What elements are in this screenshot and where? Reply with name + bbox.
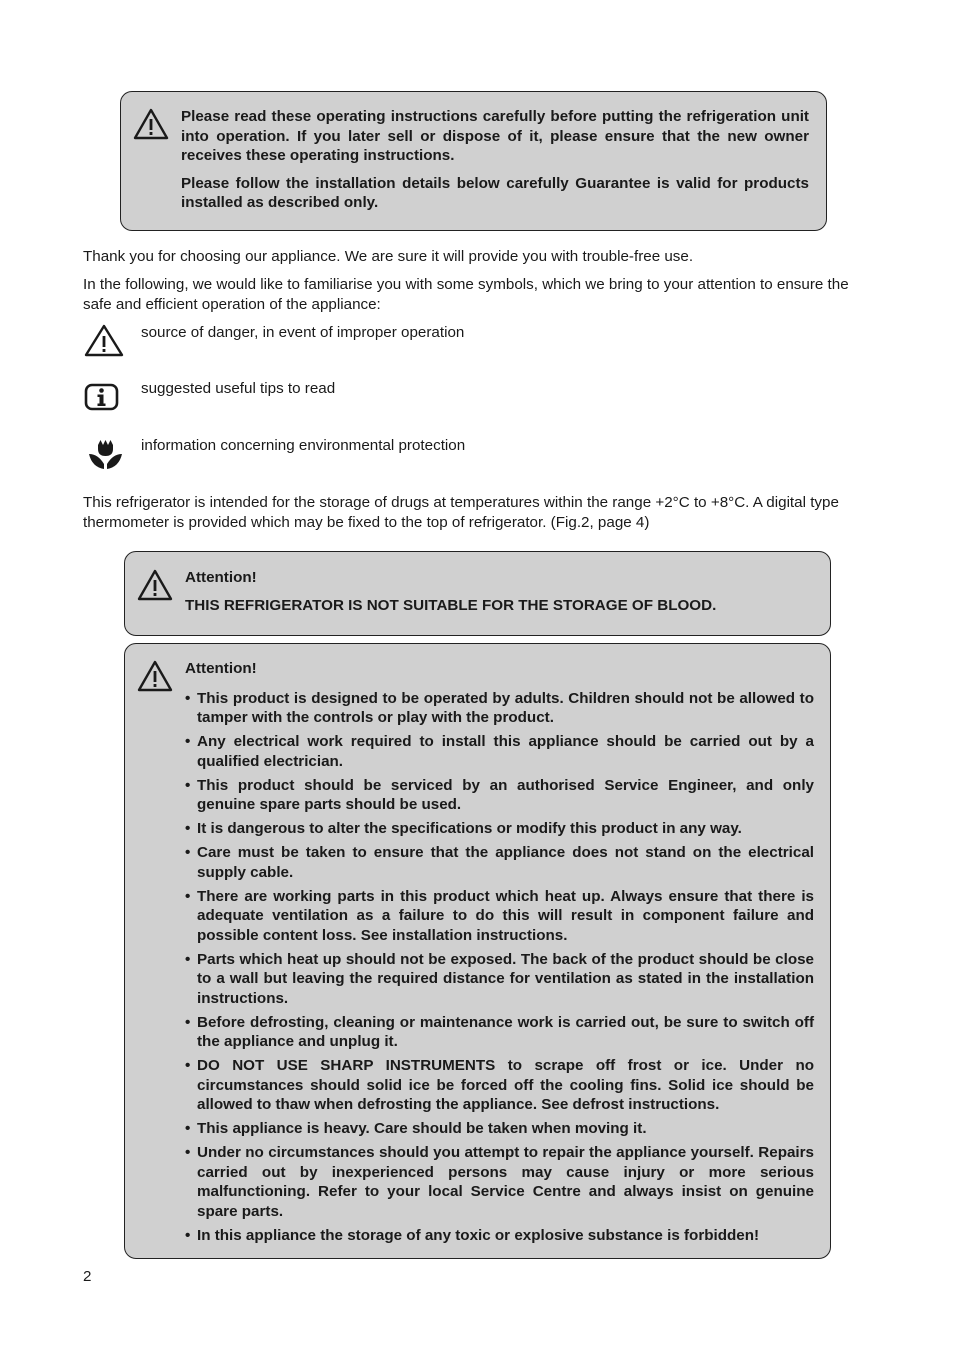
thanks-paragraph: Thank you for choosing our appliance. We are sure it will provide you with trouble-free use. <box>83 248 694 265</box>
attention-safety-box <box>124 643 831 1259</box>
attention-blood-box <box>124 551 831 636</box>
list-item: • There are working parts in this product which heat up. Always ensure that there is adequate ventilation as a failure to do this will result in component failure and possible content loss. See installation instructions. <box>185 887 814 946</box>
list-item: • Under no circumstances should you attempt to repair the appliance yourself. Repairs carried out by inexperienced persons may cause injury or more serious malfunctioning. Refer to your local Service Centre and always insist on genuine spare parts. <box>185 1143 814 1221</box>
list-item: • Parts which heat up should not be exposed. The back of the product should be close to a wall but leaving the required distance for ventilation as stated in the installation instructions. <box>185 950 814 1009</box>
warning-triangle-icon <box>136 659 174 693</box>
symbol-danger-text: source of danger, in event of improper operation <box>141 324 465 341</box>
list-item: • Before defrosting, cleaning or maintenance work is carried out, be sure to switch off the appliance and unplug it. <box>185 1013 814 1052</box>
environment-flower-icon <box>83 436 125 472</box>
list-item: • In this appliance the storage of any toxic or explosive substance is forbidden! <box>185 1226 814 1246</box>
list-item: • This product is designed to be operated by adults. Children should not be allowed to tamper with the controls or play with the product. <box>185 689 814 728</box>
notice-box <box>120 91 827 231</box>
attention-heading: Attention! <box>185 569 257 586</box>
attention-heading: Attention! <box>185 660 257 677</box>
intended-use-paragraph: This refrigerator is intended for the storage of drugs at temperatures within the range +2°C to +8°C. A digital type thermometer is provided which may be fixed to the top of refrigerator. (Fig.2, page 4) <box>83 494 839 531</box>
info-icon <box>83 379 125 415</box>
safety-list <box>185 689 814 1246</box>
page-number: 2 <box>83 1268 92 1285</box>
list-item: • Any electrical work required to install this appliance should be carried out by a qualified electrician. <box>185 732 814 771</box>
attention-blood-text: THIS REFRIGERATOR IS NOT SUITABLE FOR THE STORAGE OF BLOOD. <box>185 596 717 614</box>
symbol-environment-text: information concerning environmental protection <box>141 437 466 454</box>
list-item: • It is dangerous to alter the specifications or modify this product in any way. <box>185 819 814 839</box>
warning-triangle-icon <box>136 568 174 602</box>
warning-triangle-icon <box>132 107 170 141</box>
warning-triangle-icon <box>83 323 125 359</box>
list-item: • Care must be taken to ensure that the appliance does not stand on the electrical supply cable. <box>185 843 814 882</box>
symbols-intro-paragraph: In the following, we would like to familiarise you with some symbols, which we bring to your attention to ensure the safe and efficient operation of the appliance: <box>83 276 849 313</box>
list-item: • This appliance is heavy. Care should be taken when moving it. <box>185 1119 814 1139</box>
symbol-tips-text: suggested useful tips to read <box>141 380 336 397</box>
list-item: • This product should be serviced by an authorised Service Engineer, and only genuine spare parts should be used. <box>185 776 814 815</box>
notice-paragraph-1: Please read these operating instructions carefully before putting the refrigeration unit into operation. If you later sell or dispose of it, please ensure that the new owner receives these operating instructions. <box>181 108 809 164</box>
list-item: • DO NOT USE SHARP INSTRUMENTS to scrape off frost or ice. Under no circumstances should solid ice be forced off the cooling fins. Solid ice should be allowed to thaw when defrosting the appliance. See defrost instructions. <box>185 1056 814 1115</box>
notice-paragraph-2: Please follow the installation details below carefully Guarantee is valid for products installed as described only. <box>181 174 809 211</box>
